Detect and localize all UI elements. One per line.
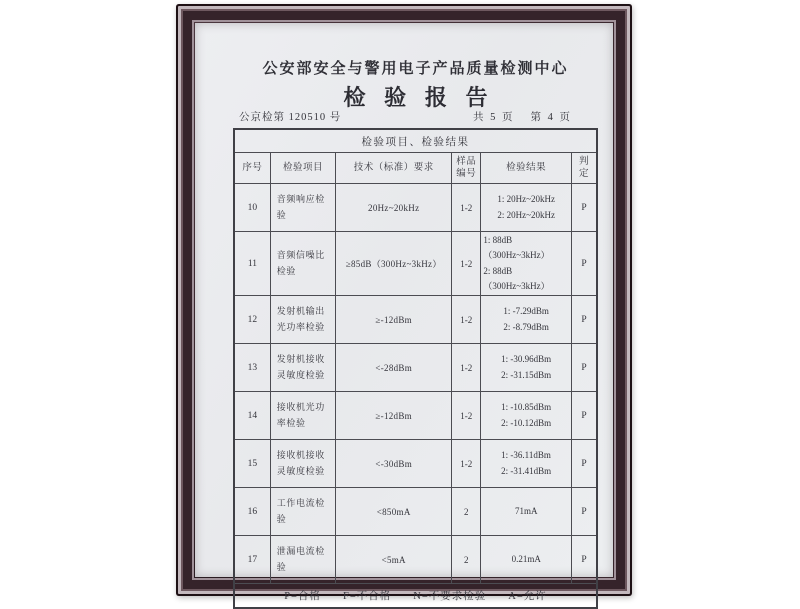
- cell-no: 11: [234, 232, 270, 296]
- cell-sample: 1-2: [452, 344, 481, 392]
- col-header-requirement: 技术（标准）要求: [336, 153, 452, 184]
- cell-sample: 2: [452, 488, 481, 536]
- cell-requirement: ≥-12dBm: [336, 392, 452, 440]
- report-number: 公京检第 120510 号: [239, 112, 342, 123]
- cell-result: 1: -36.11dBm 2: -31.41dBm: [481, 440, 572, 488]
- page-info: [473, 109, 572, 124]
- cell-item: 音频信噪比检验: [270, 232, 335, 296]
- cell-result: 0.21mA: [481, 536, 572, 584]
- col-header-verdict: 判定: [572, 153, 597, 184]
- legend-fail: F=不合格: [342, 591, 392, 603]
- legend-not-required: N=不要求检验: [413, 591, 487, 603]
- cell-sample: 1-2: [452, 232, 481, 296]
- table-row: [234, 296, 597, 344]
- cell-sample: 2: [452, 536, 481, 584]
- table-row: [234, 488, 597, 536]
- cell-verdict: P: [572, 344, 597, 392]
- cell-sample: 1-2: [452, 440, 481, 488]
- cell-verdict: P: [572, 488, 597, 536]
- cell-result: 71mA: [481, 488, 572, 536]
- cell-verdict: P: [572, 392, 597, 440]
- cell-requirement: <5mA: [336, 536, 452, 584]
- cell-requirement: <-30dBm: [336, 440, 452, 488]
- cell-result: 1: -7.29dBm 2: -8.79dBm: [481, 296, 572, 344]
- cell-requirement: <-28dBm: [336, 344, 452, 392]
- cell-item: 接收机接收灵敏度检验: [270, 440, 335, 488]
- cell-verdict: P: [572, 232, 597, 296]
- org-title: 公安部安全与警用电子产品质量检测中心: [262, 61, 569, 77]
- cell-sample: 1-2: [452, 184, 481, 232]
- col-header-result: 检验结果: [481, 153, 572, 184]
- table-caption-row: [234, 129, 597, 153]
- table-row: [234, 392, 597, 440]
- cell-item: 发射机输出光功率检验: [270, 296, 335, 344]
- cell-item: 工作电流检验: [270, 488, 335, 536]
- cell-verdict: P: [572, 184, 597, 232]
- cell-item: 泄漏电流检验: [270, 536, 335, 584]
- verdict-legend: [234, 584, 597, 609]
- col-header-item: 检验项目: [270, 153, 335, 184]
- cell-requirement: 20Hz~20kHz: [336, 184, 452, 232]
- cell-result: 1: 20Hz~20kHz 2: 20Hz~20kHz: [481, 184, 572, 232]
- cell-result: 1: 88dB（300Hz~3kHz） 2: 88dB（300Hz~3kHz）: [481, 232, 572, 296]
- table-header-row: [234, 153, 597, 184]
- cell-requirement: ≥85dB（300Hz~3kHz）: [336, 232, 452, 296]
- inspection-results-table: [233, 128, 598, 609]
- cell-verdict: P: [572, 440, 597, 488]
- legend-allowed: A=允许: [508, 591, 547, 603]
- table-row: [234, 440, 597, 488]
- cell-no: 15: [234, 440, 270, 488]
- col-header-no: 序号: [234, 153, 270, 184]
- cell-result: 1: -10.85dBm 2: -10.12dBm: [481, 392, 572, 440]
- table-row: [234, 344, 597, 392]
- table-caption: 检验项目、检验结果: [234, 129, 597, 153]
- cell-sample: 1-2: [452, 392, 481, 440]
- cell-verdict: P: [572, 296, 597, 344]
- current-page: 第 4 页: [530, 112, 572, 123]
- cell-item: 音频响应检验: [270, 184, 335, 232]
- cell-no: 12: [234, 296, 270, 344]
- table-row: [234, 184, 597, 232]
- cell-verdict: P: [572, 536, 597, 584]
- cell-requirement: ≥-12dBm: [336, 296, 452, 344]
- cell-no: 16: [234, 488, 270, 536]
- cell-sample: 1-2: [452, 296, 481, 344]
- legend-row: [234, 584, 597, 609]
- cell-requirement: <850mA: [336, 488, 452, 536]
- cell-item: 接收机光功率检验: [270, 392, 335, 440]
- total-pages: 共 5 页: [473, 112, 515, 123]
- cell-result: 1: -30.96dBm 2: -31.15dBm: [481, 344, 572, 392]
- table-row: [234, 536, 597, 584]
- inspection-report-document: [195, 23, 613, 603]
- table-row: [234, 232, 597, 296]
- cell-no: 17: [234, 536, 270, 584]
- cell-no: 13: [234, 344, 270, 392]
- col-header-sample: 样品编号: [452, 153, 481, 184]
- cell-no: 10: [234, 184, 270, 232]
- picture-frame: [176, 4, 632, 603]
- report-title: 检验报告: [343, 85, 507, 110]
- legend-pass: P=合格: [284, 591, 321, 603]
- cell-no: 14: [234, 392, 270, 440]
- cell-item: 发射机接收灵敏度检验: [270, 344, 335, 392]
